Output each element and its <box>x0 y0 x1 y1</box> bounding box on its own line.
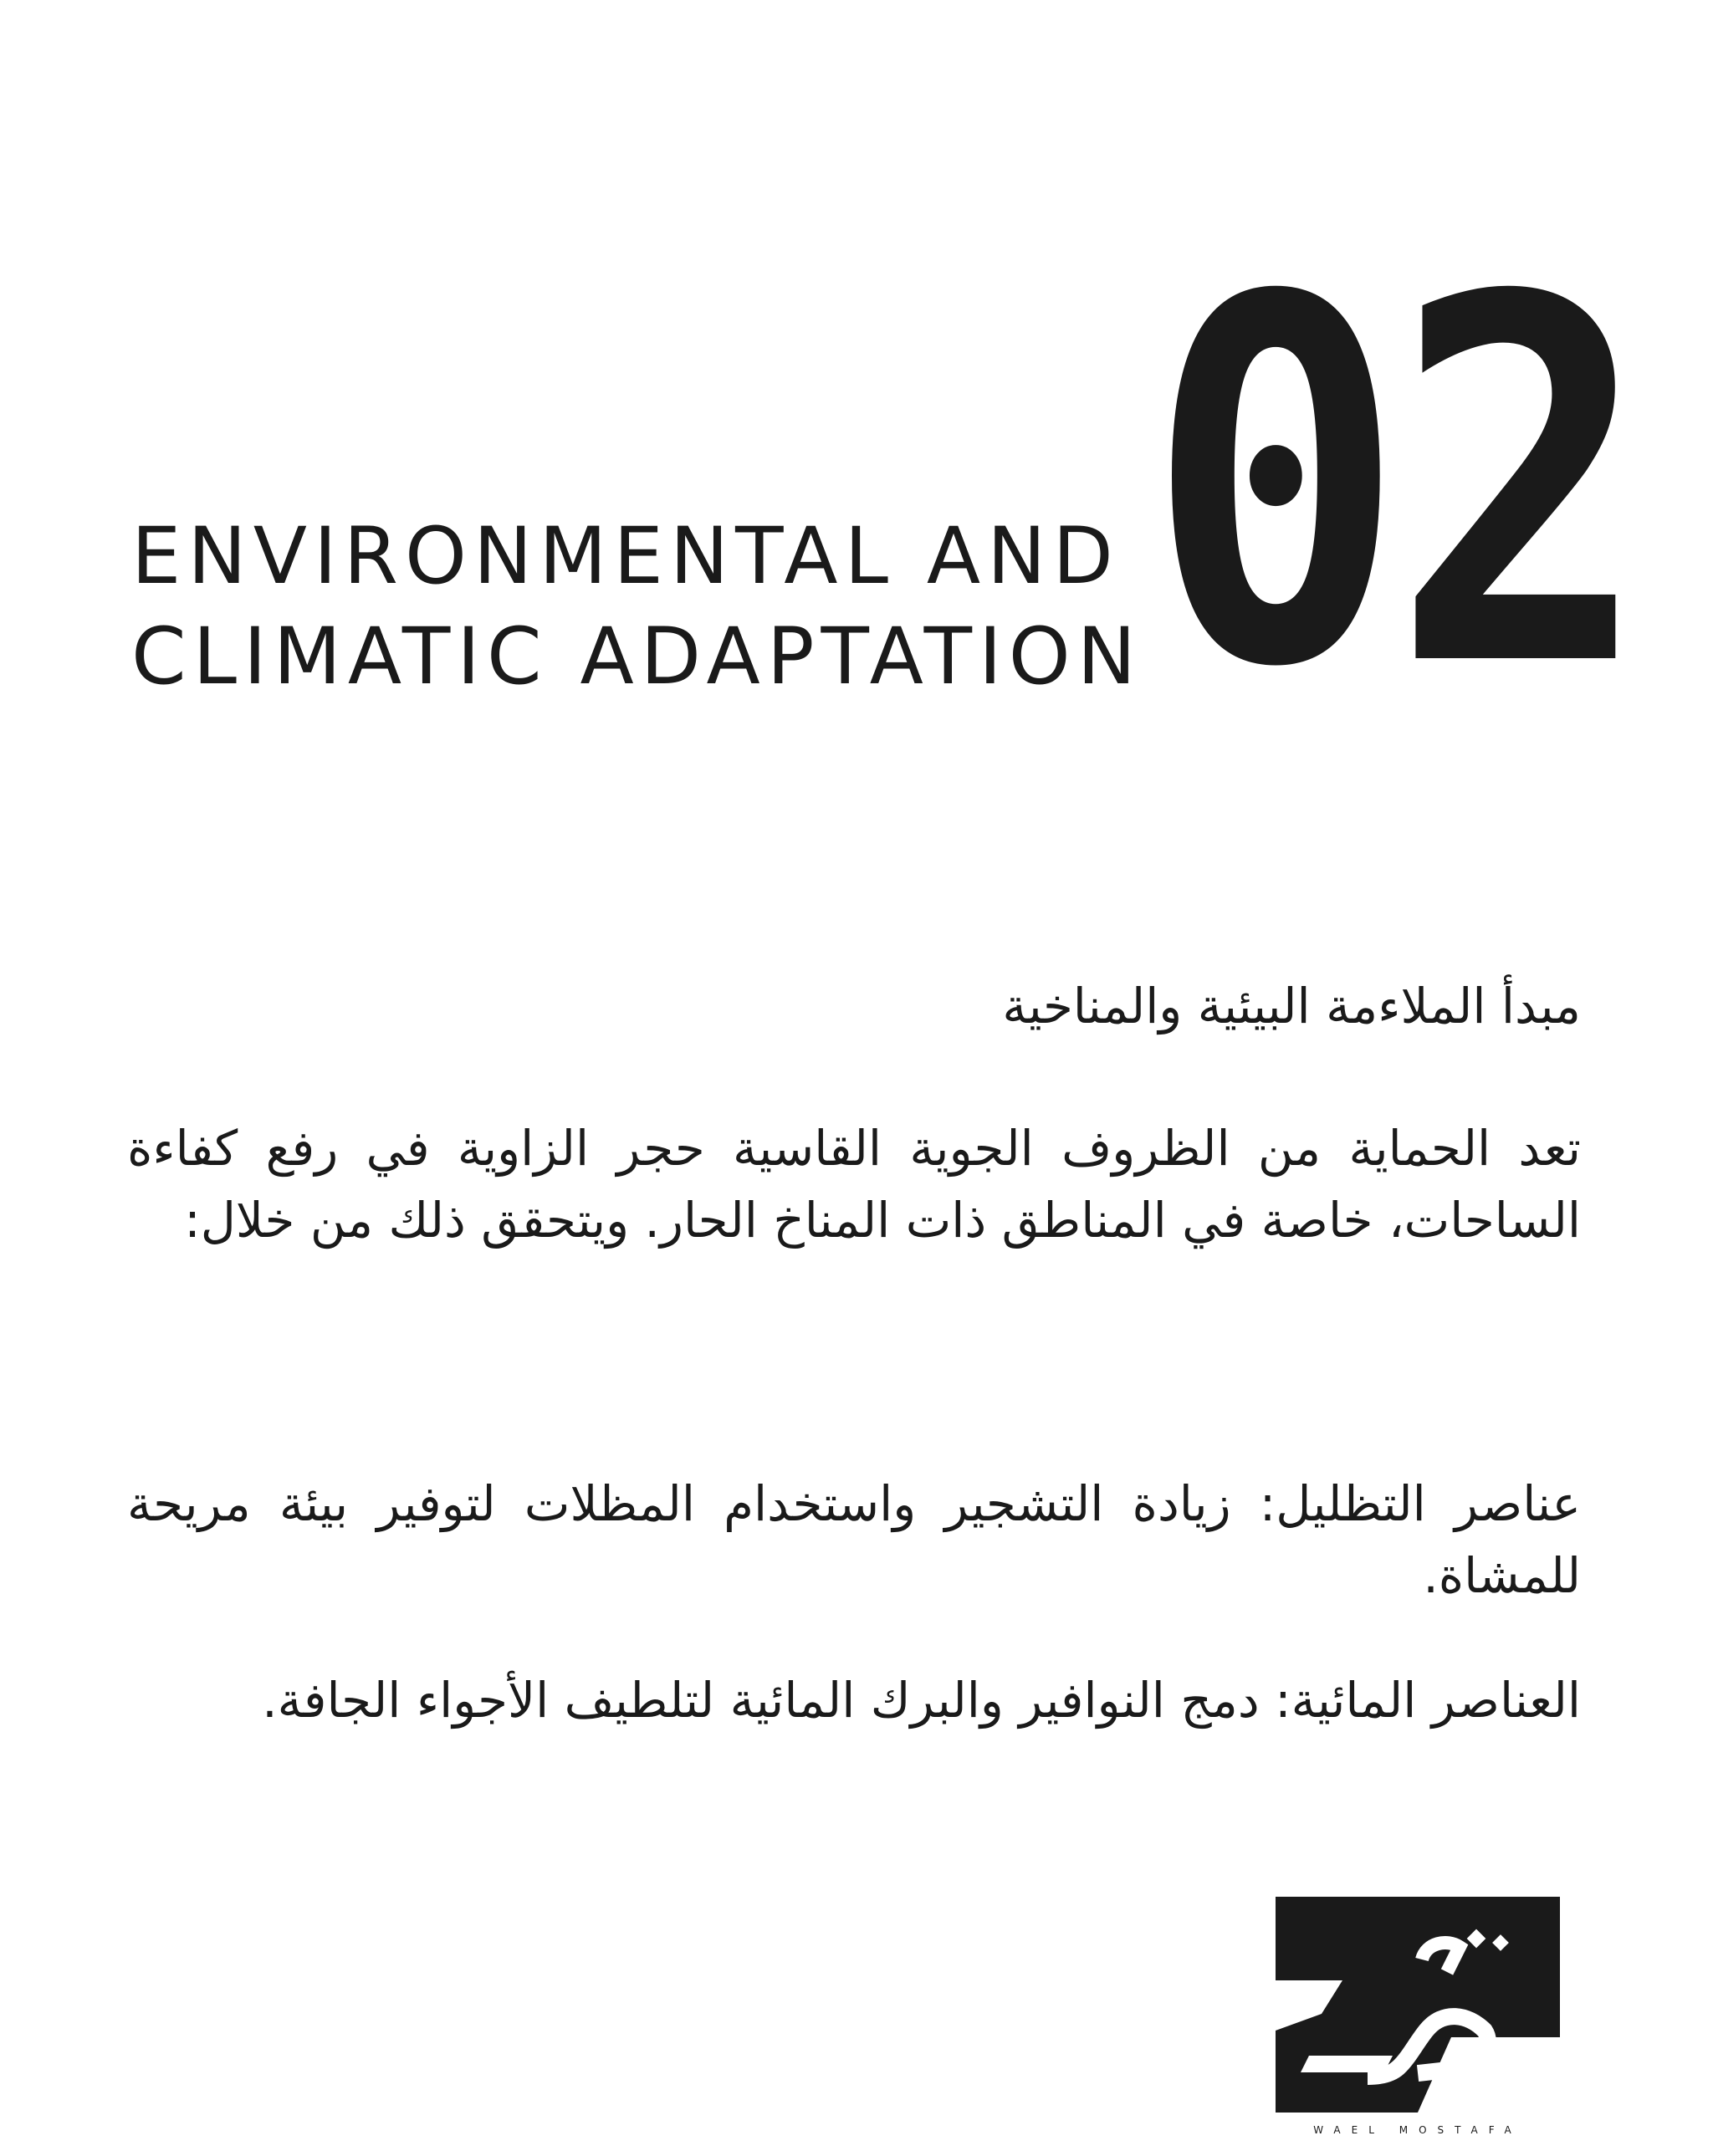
intro-paragraph: تعد الحماية من الظروف الجوية القاسية حجر الزاوية في رفع كفاءة الساحات، خاصة في المناطق ذات المناخ الحار. ويتحقق ذلك من خلال: <box>127 1120 1581 1249</box>
shading-paragraph: عناصر التظليل: زيادة التشجير واستخدام المظلات لتوفير بيئة مريحة للمشاة. <box>127 1475 1581 1604</box>
section-subtitle: مبدأ الملاءمة البيئية والمناخية <box>1002 978 1581 1035</box>
chapter-title-line-1: ENVIRONMENTAL AND <box>131 511 1120 602</box>
chapter-title-line-2: CLIMATIC ADAPTATION <box>131 611 1143 702</box>
water-paragraph: العناصر المائية: دمج النوافير والبرك المائية لتلطيف الأجواء الجافة. <box>262 1672 1581 1729</box>
chapter-title <box>131 507 1143 708</box>
chapter-number: 02 <box>1146 192 1637 777</box>
logo-caption: WAEL MOSTAFA <box>1313 2124 1522 2136</box>
calligraphy-logo-icon <box>1276 1897 1560 2113</box>
brand-logo <box>1276 1897 1560 2156</box>
